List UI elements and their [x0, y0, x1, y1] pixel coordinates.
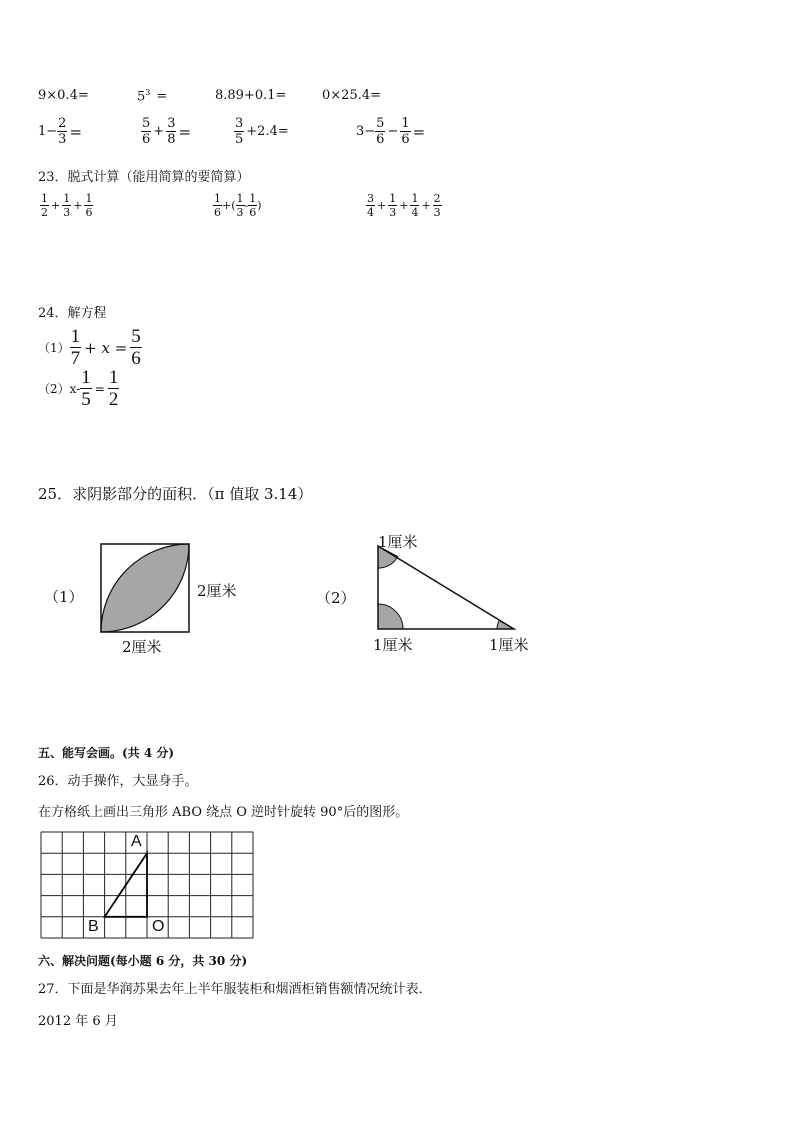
operator: + [153, 124, 165, 139]
figure-2-triangle [370, 538, 520, 634]
denominator: 2 [41, 206, 48, 219]
fraction [433, 193, 442, 218]
figure-2-bottom-left-label: 1厘米 [373, 636, 413, 654]
fraction [375, 117, 385, 146]
numerator: 1 [63, 192, 71, 205]
equals: = [412, 122, 426, 141]
numerator: 1 [81, 367, 91, 388]
numerator: 2 [58, 116, 67, 131]
numerator: 1 [70, 326, 81, 347]
oral-expr-8 [356, 117, 427, 146]
numerator: 5 [376, 116, 385, 131]
figure-1-right-label: 2厘米 [197, 582, 237, 600]
denominator: 5 [81, 389, 91, 410]
denominator: 4 [411, 206, 419, 219]
denominator: 3 [433, 206, 441, 219]
oral-expr-2 [137, 88, 167, 104]
fraction [236, 193, 245, 218]
fraction [84, 193, 93, 218]
operator: + [377, 199, 387, 212]
fraction [166, 117, 176, 146]
q23-title: 23．脱式计算（能用简算的要简算） [38, 170, 250, 185]
exponent: 3 [145, 88, 151, 97]
equation-middle: + x = [84, 338, 128, 357]
oral-expr-5 [38, 117, 84, 146]
operator: - [244, 199, 249, 212]
numerator: 1 [214, 192, 221, 205]
oral-expr-7 [234, 117, 291, 146]
q24-equation-1 [38, 327, 142, 368]
base: 5 [137, 89, 146, 105]
denominator: 6 [131, 348, 141, 369]
equation-label: （1） [38, 341, 70, 355]
denominator: 6 [249, 206, 257, 219]
fraction [234, 117, 244, 146]
fraction [388, 193, 397, 218]
oral-expr-6 [141, 117, 193, 146]
denominator: 5 [235, 132, 244, 147]
q27-title: 27．下面是华润苏果去年上半年服装柜和烟酒柜销售额情况统计表． [38, 982, 432, 997]
oral-expr-1: 9×0.4= [38, 88, 89, 103]
fraction [248, 193, 257, 218]
fraction [213, 193, 222, 218]
denominator: 3 [389, 206, 397, 219]
numerator: 1 [389, 192, 397, 205]
operator: + [399, 199, 409, 212]
denominator: 3 [58, 132, 67, 147]
fraction [366, 193, 375, 218]
fraction [57, 117, 67, 146]
denominator: 4 [367, 206, 374, 219]
equals: = [178, 122, 192, 141]
equals: = [94, 381, 105, 396]
numerator: 1 [411, 192, 419, 205]
prefix: 1− [38, 124, 58, 139]
denominator: 3 [63, 206, 71, 219]
operator: + [421, 199, 431, 212]
numerator: 1 [249, 192, 257, 205]
shaded-leaf [101, 544, 189, 632]
operator: + [73, 199, 83, 212]
equals: = [156, 89, 168, 105]
section-5-heading: 五、能写会画。(共 4 分) [38, 746, 175, 760]
numerator: 3 [367, 192, 374, 205]
point-b-label: B [88, 918, 99, 935]
oral-expr-4: 0×25.4= [322, 88, 382, 103]
q25-title: 25．求阴影部分的面积．（π 值取 3.14） [38, 485, 313, 503]
denominator: 7 [70, 348, 81, 369]
prefix: 3− [356, 124, 376, 139]
q23-expr-b [213, 193, 262, 218]
denominator: 6 [401, 132, 410, 147]
figure-1-square-with-leaf [95, 538, 195, 638]
fraction [108, 368, 120, 409]
denominator: 6 [376, 132, 385, 147]
numerator: 5 [131, 326, 141, 347]
operator: + [51, 199, 61, 212]
q24-title: 24．解方程 [38, 306, 107, 321]
paren: ) [257, 199, 262, 212]
q26-description: 在方格纸上画出三角形 ABO 绕点 O 逆时针旋转 90°后的图形。 [38, 805, 409, 820]
denominator: 6 [214, 206, 221, 219]
numerator: 5 [142, 116, 151, 131]
figure-2-bottom-right-label: 1厘米 [489, 636, 529, 654]
numerator: 1 [108, 367, 119, 388]
numerator: 1 [85, 192, 93, 205]
suffix: +2.4= [246, 124, 289, 139]
figure-1-bottom-label: 2厘米 [122, 638, 162, 656]
shaded-sector-right-angle [378, 604, 403, 629]
denominator: 6 [142, 132, 151, 147]
operator: +( [222, 199, 236, 212]
equation-label: （2）x- [38, 382, 81, 396]
denominator: 3 [236, 206, 244, 219]
fraction [80, 368, 92, 409]
point-a-label: A [131, 833, 142, 850]
q27-date: 2012 年 6 月 [38, 1014, 118, 1029]
numerator: 1 [236, 192, 244, 205]
numerator: 3 [235, 116, 244, 131]
point-o-label: O [152, 918, 165, 935]
grid-paper [40, 831, 255, 941]
q23-expr-a [40, 193, 93, 218]
denominator: 2 [108, 389, 119, 410]
fraction [130, 327, 142, 368]
section-6-heading: 六、解决问题(每小题 6 分，共 30 分) [38, 954, 248, 968]
figure-1-label: （1） [44, 588, 84, 606]
numerator: 1 [41, 192, 48, 205]
q24-equation-2 [38, 368, 119, 409]
fraction [62, 193, 71, 218]
equals: = [69, 122, 83, 141]
numerator: 1 [401, 116, 410, 131]
figure-2-top-label: 1厘米 [378, 533, 418, 551]
denominator: 8 [167, 132, 176, 147]
fraction [400, 117, 410, 146]
numerator: 3 [167, 116, 176, 131]
denominator: 6 [85, 206, 93, 219]
q26-title: 26．动手操作，大显身手。 [38, 774, 198, 789]
fraction [70, 327, 82, 368]
numerator: 2 [433, 192, 441, 205]
fraction [40, 193, 49, 218]
fraction [410, 193, 419, 218]
oral-expr-3: 8.89+0.1= [215, 88, 287, 103]
fraction [141, 117, 151, 146]
operator: − [387, 124, 399, 139]
figure-2-label: （2） [316, 589, 356, 607]
q23-expr-c [366, 193, 442, 218]
